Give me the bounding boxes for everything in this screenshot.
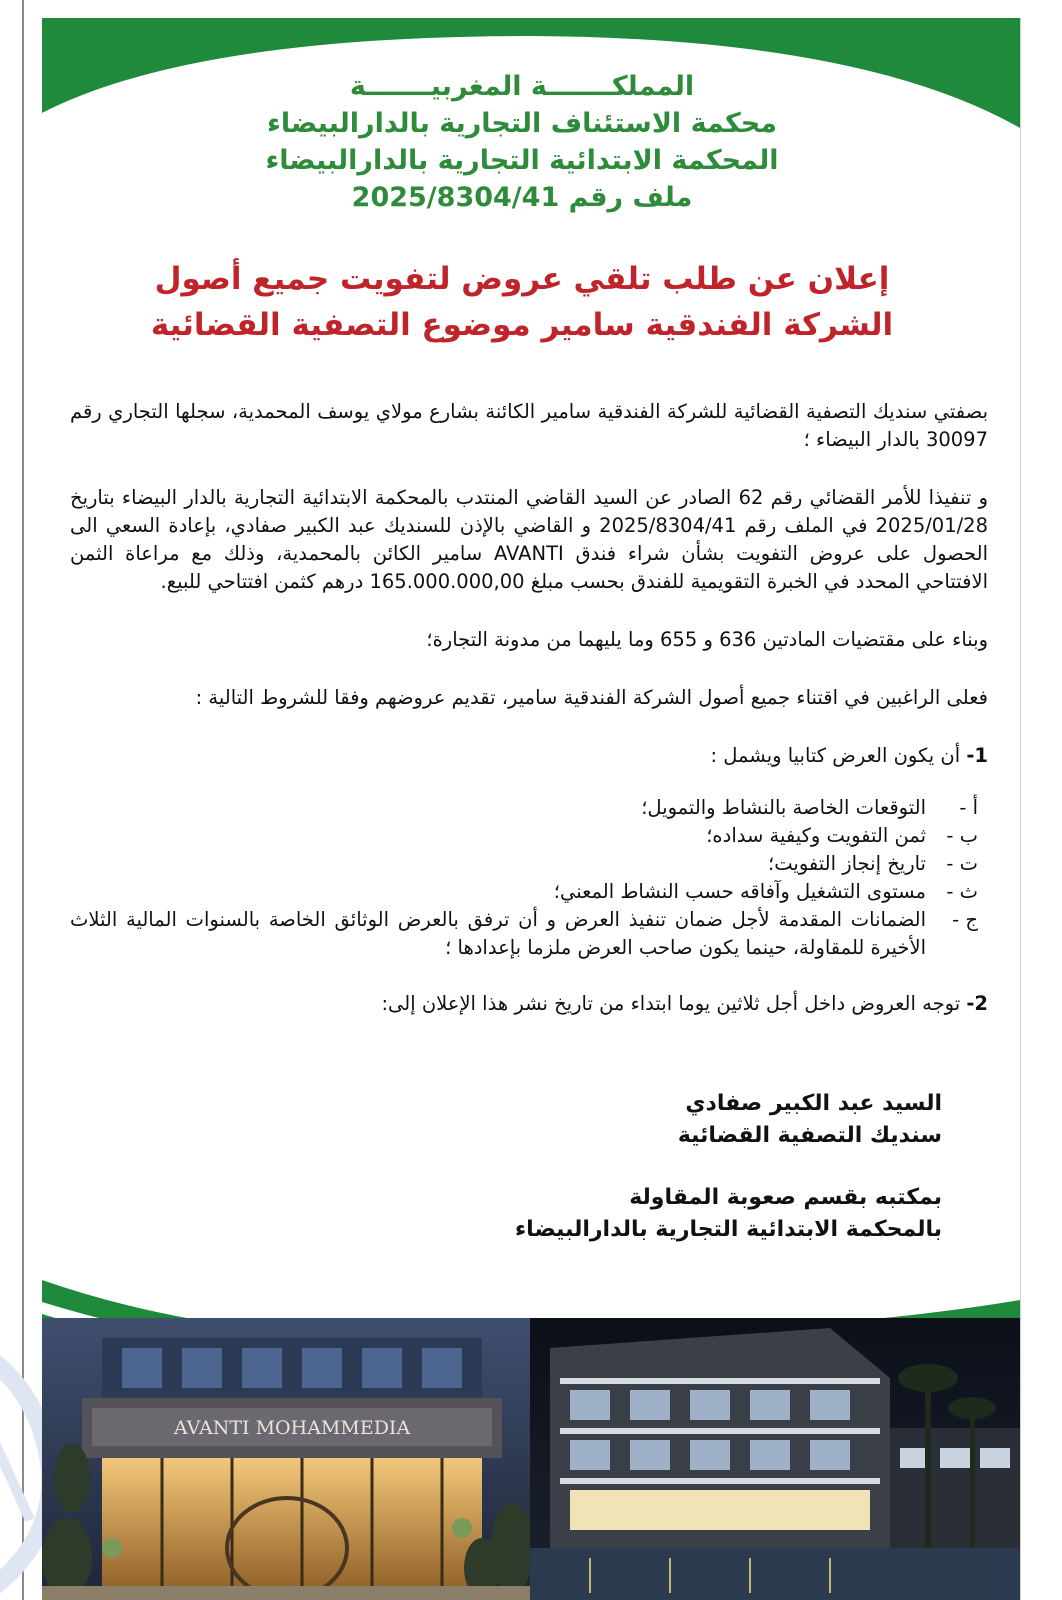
list-item <box>70 850 978 878</box>
announcement-body <box>70 398 988 1048</box>
hotel-entrance-photo <box>42 1318 530 1600</box>
condition-2 <box>70 990 988 1018</box>
list-item-marker: أ - <box>959 796 978 819</box>
list-item-text: الضمانات المقدمة لأجل ضمان تنفيذ العرض و أن ترفق بالعرض الوثائق الخاصة بالسنوات المالية الثلاث الأخيرة للمقاولة، حينما يكون صاحب العرض ملزما بإعدادها ؛ <box>70 908 926 959</box>
list-item <box>70 822 978 850</box>
condition-1-number: 1- <box>966 744 988 767</box>
condition-2-number: 2- <box>966 992 988 1015</box>
list-item <box>70 794 978 822</box>
condition-1-text: أن يكون العرض كتابيا ويشمل : <box>710 744 961 767</box>
condition-2-text: توجه العروض داخل أجل ثلاثين يوما ابتداء من تاريخ نشر هذا الإعلان إلى: <box>381 992 961 1015</box>
list-item-marker: ت - <box>946 852 978 875</box>
signatory-court: بالمحكمة الابتدائية التجارية بالدارالبيضاء <box>514 1217 942 1242</box>
list-item <box>70 878 978 906</box>
list-item-text: تاريخ إنجاز التفويت؛ <box>768 852 926 875</box>
hotel-night-photo <box>530 1318 1020 1600</box>
signatory-office: بمكتبه بقسم صعوبة المقاولة <box>629 1185 942 1210</box>
announcement-title <box>122 256 922 348</box>
paragraph-invitation: فعلى الراغبين في اقتناء جميع أصول الشركة الفندقية سامير، تقديم عروضهم وفقا للشروط التالية : <box>195 686 988 709</box>
list-item <box>70 906 978 962</box>
requirements-list <box>70 794 978 962</box>
list-item-text: التوقعات الخاصة بالنشاط والتمويل؛ <box>641 796 926 819</box>
paragraph-capacity: بصفتي سنديك التصفية القضائية للشركة الفندقية سامير الكائنة بشارع مولاي يوسف المحمدية، سجلها التجاري رقم 30097 بالدار البيضاء ؛ <box>70 400 988 451</box>
announcement-frame <box>42 18 1021 1600</box>
title-line-1: إعلان عن طلب تلقي عروض لتفويت جميع أصول <box>154 261 890 297</box>
signatory-name: السيد عبد الكبير صفادي <box>685 1091 942 1116</box>
paragraph-legal-basis: وبناء على مقتضيات المادتين 636 و 655 وما يليهما من مدونة التجارة؛ <box>426 628 988 651</box>
paragraph-court-order: و تنفيذا للأمر القضائي رقم 62 الصادر عن السيد القاضي المنتدب بالمحكمة الابتدائية التجارية بالدار البيضاء بتاريخ 2025/01/28 في الملف رقم 2025/8304/41 و القاضي بالإذن للسنديك عبد الكبير صفادي، بإعادة السعي الى الحصول على عروض التفويت بشأن شراء فندق AVANTI سامير الكائن بالمحمدية، وذلك مع مراعاة الثمن الافتتاحي المحدد في الخبرة التقويمية للفندق بحسب مبلغ 165.000.000,00 درهم كثمن افتتاحي للبيع. <box>70 486 988 593</box>
header-kingdom: المملكـــــــة المغربيـــــــة <box>349 71 695 102</box>
list-item-marker: ج - <box>952 908 978 931</box>
signature-block <box>402 1088 942 1246</box>
header-file-number: ملف رقم 2025/8304/41 <box>351 182 693 213</box>
hotel-sign-text: AVANTI MOHAMMEDIA <box>173 1417 411 1439</box>
header-appeal-court: محكمة الاستئناف التجارية بالدارالبيضاء <box>267 108 777 139</box>
title-line-2: الشركة الفندقية سامير موضوع التصفية القضائية <box>150 307 894 343</box>
condition-1 <box>70 742 988 770</box>
hotel-photos <box>42 1318 1020 1600</box>
list-item-marker: ث - <box>946 880 978 903</box>
header-commercial-court: المحكمة الابتدائية التجارية بالدارالبيضاء <box>265 145 779 176</box>
header-block <box>222 68 822 216</box>
list-item-text: ثمن التفويت وكيفية سداده؛ <box>706 824 926 847</box>
list-item-text: مستوى التشغيل وآفاقه حسب النشاط المعني؛ <box>553 880 926 903</box>
signatory-role: سنديك التصفية القضائية <box>677 1123 942 1148</box>
list-item-marker: ب - <box>946 824 978 847</box>
